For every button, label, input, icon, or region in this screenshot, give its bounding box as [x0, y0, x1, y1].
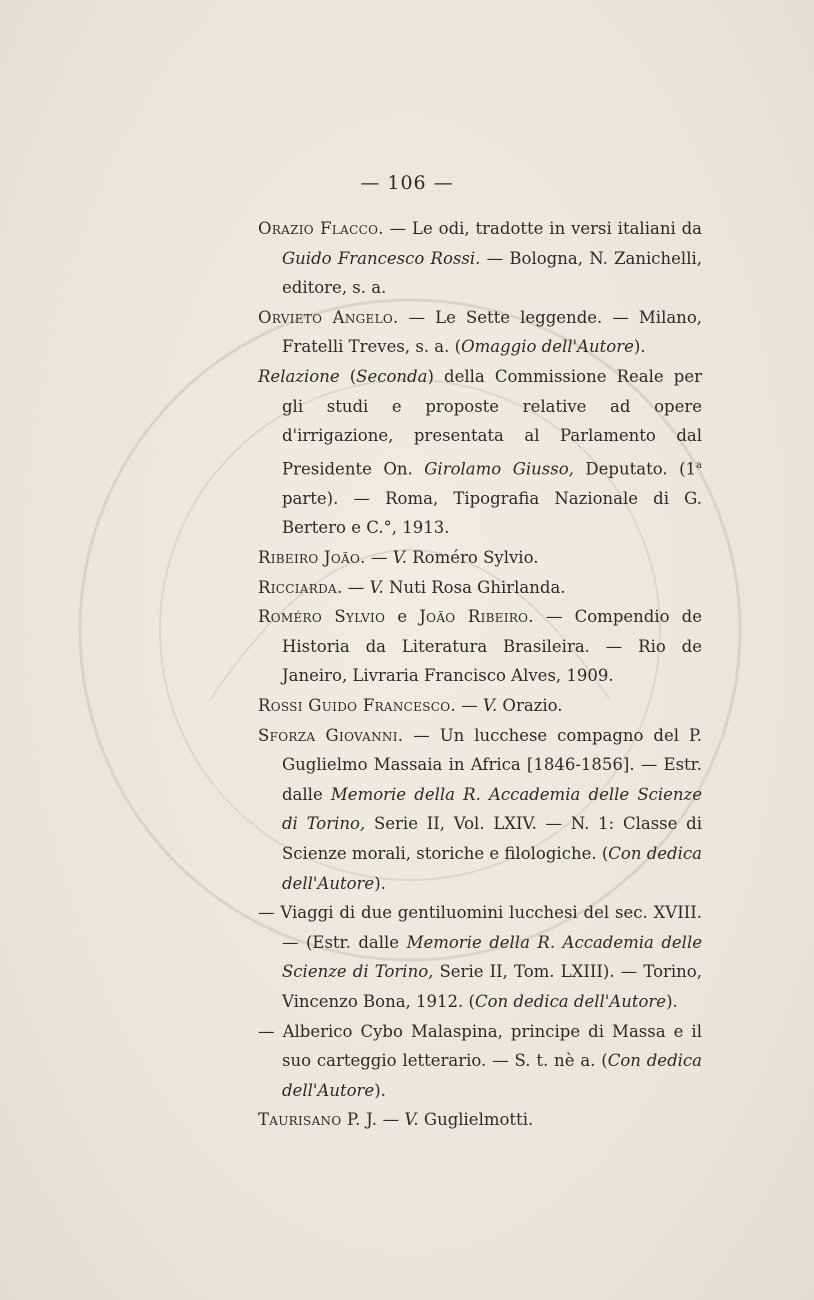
entry-text: Viaggi di due gentiluomini lucchesi del sec. XVIII. — (Estr. dalle	[280, 903, 702, 952]
page-number: — 106 —	[360, 172, 454, 194]
entry-text: Nuti Rosa Ghirlanda.	[383, 577, 566, 597]
entry-author: Rossi Guido Francesco.	[258, 696, 456, 715]
entry-italic-text: Memorie della R. Accademia delle Scienze di Torino,	[282, 784, 702, 834]
superscript: a	[696, 459, 702, 471]
entry-italic-text: V.	[369, 577, 384, 597]
entry-italic-text: Relazione	[258, 366, 340, 386]
entry-author: Ribeiro João.	[258, 548, 366, 568]
entry-ricciarda	[258, 573, 702, 603]
entry-text: parte). — Roma, Tipografia Nazionale di G. Bertero e C.°, 1913.	[282, 488, 702, 538]
entry-author: Roméro Sylvio	[258, 607, 386, 627]
entry-rossi	[258, 691, 702, 721]
entry-author: Taurisano P. J.	[258, 1110, 378, 1130]
entry-text: ).	[374, 873, 386, 893]
entry-text: — Bologna, N. Zanichelli, editore, s. a.	[282, 248, 702, 298]
entry-author: Sforza Giovanni.	[258, 725, 404, 745]
entry-relazione	[258, 362, 702, 543]
entry-sforza	[258, 721, 702, 899]
entry-italic-text: Memorie della R. Accademia delle Scienze di Torino,	[282, 932, 702, 982]
entry-italic-text: V.	[482, 696, 498, 715]
entry-italic-text: V.	[392, 548, 407, 568]
entry-text: — Le odi, tradotte in versi italiani da	[383, 219, 703, 238]
entry-italic-text: Con dedica dell'Autore	[474, 991, 667, 1011]
entry-text: Guglielmotti.	[418, 1110, 534, 1130]
entry-text: ).	[633, 337, 646, 357]
entry-italic-text: Guido Francesco Rossi.	[282, 248, 481, 268]
entry-author: Orvieto Angelo.	[258, 307, 399, 327]
entry-romero	[258, 602, 702, 691]
entry-text: ) della Commissione Reale per gli studi e proposte relative ad opere d'irrigazione, presentata al Parlamento dal Presidente On.	[282, 366, 702, 479]
entry-sforza-viaggi	[258, 898, 702, 1016]
entry-text: — Un lucchese compagno del P. Guglielmo Massaia in Africa [1846-1856]. — Estr. dalle	[282, 725, 702, 804]
entry-italic-text: Seconda	[356, 366, 428, 386]
entry-text: e	[385, 607, 420, 627]
entry-text: Orazio.	[497, 696, 563, 715]
entry-author: Orazio Flacco.	[258, 219, 384, 238]
entry-italic-text: Con dedica dell'Autore	[282, 843, 702, 893]
entry-text: Serie II, Tom. LXIII). — Torino, Vincenzo Bona, 1912. (	[282, 962, 702, 1011]
entry-text: Roméro Sylvio.	[406, 548, 539, 568]
entry-text: ).	[666, 991, 678, 1011]
entry-text: — Compendio de Historia da Literatura Brasileira. — Rio de Janeiro, Livraria Francisco Alves, 1909.	[282, 607, 703, 686]
entry-orvieto	[258, 303, 702, 362]
entry-italic-text: Con dedica dell'Autore	[282, 1051, 702, 1100]
entry-italic-text: V.	[404, 1110, 419, 1130]
entry-dash: —	[258, 1021, 283, 1041]
entry-text: ).	[374, 1080, 386, 1100]
entry-author: João Ribeiro.	[419, 607, 534, 627]
bibliography-list	[258, 214, 702, 1135]
entry-text: Deputato. (1	[573, 459, 697, 479]
entry-text: (	[339, 366, 357, 386]
entry-text: Alberico Cybo Malaspina, principe di Massa e il suo carteggio letterario. — S. t. nè a. (	[282, 1021, 702, 1071]
entry-author: Ricciarda.	[258, 577, 343, 597]
entry-text: —	[455, 696, 483, 715]
entry-ribeiro	[258, 543, 702, 573]
entry-italic-text: Omaggio dell'Autore	[461, 337, 634, 357]
entry-text: Serie II, Vol. LXIV. — N. 1: Classe di Scienze morali, storiche e filologiche. (	[282, 814, 702, 863]
entry-italic-text: Girolamo Giusso,	[424, 459, 574, 479]
entry-text: —	[342, 577, 370, 597]
entry-sforza-alberico	[258, 1017, 702, 1106]
entry-text: —	[377, 1110, 405, 1130]
entry-text: —	[365, 548, 393, 568]
entry-taurisano	[258, 1105, 702, 1135]
entry-text: — Le Sette leggende. — Milano, Fratelli Treves, s. a. (	[282, 307, 702, 357]
entry-dash: —	[258, 903, 281, 923]
entry-orazio	[258, 214, 702, 303]
